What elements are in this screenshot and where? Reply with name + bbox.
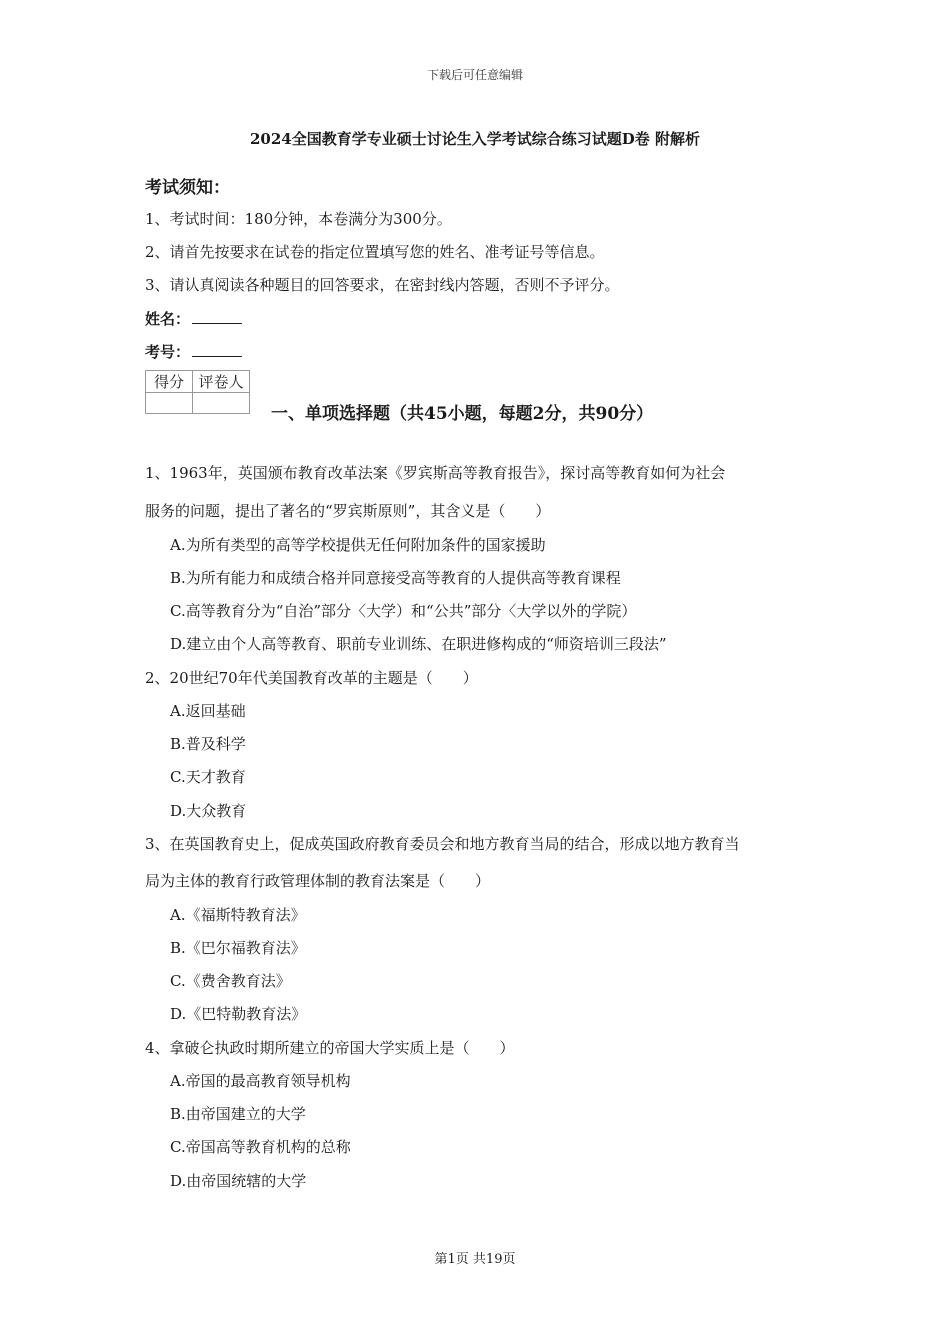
name-blank[interactable] <box>192 309 242 324</box>
document-title: 2024全国教育学专业硕士讨论生入学考试综合练习试题D卷 附解析 <box>250 130 700 148</box>
notice-item: 3、请认真阅读各种题目的回答要求，在密封线内答题，否则不予评分。 <box>145 276 620 294</box>
question-1-option-c: C.高等教育分为“自治”部分〈大学）和“公共”部分〈大学以外的学院） <box>170 602 637 620</box>
question-1-option-d: D.建立由个人高等教育、职前专业训练、在职进修构成的“师资培训三段法” <box>170 635 667 653</box>
question-3-option-b: B.《巴尔福教育法》 <box>170 939 306 957</box>
exam-id-label: 考号： <box>145 343 191 361</box>
question-4-option-d: D.由帝国统辖的大学 <box>170 1172 307 1190</box>
notice-item: 2、请首先按要求在试卷的指定位置填写您的姓名、准考证号等信息。 <box>145 243 605 261</box>
question-3-text-cont: 局为主体的教育行政管理体制的教育法案是（ ） <box>145 872 491 890</box>
grader-header: 评卷人 <box>193 371 250 393</box>
question-4-text: 4、拿破仑执政时期所建立的帝国大学实质上是（ ） <box>145 1039 515 1057</box>
header-note: 下载后可任意编辑 <box>426 68 523 82</box>
question-4-option-b: B.由帝国建立的大学 <box>170 1105 306 1123</box>
name-field <box>145 308 242 329</box>
page-footer: 第1页 共19页 <box>434 1252 516 1267</box>
exam-id-blank[interactable] <box>192 342 242 357</box>
score-header: 得分 <box>146 371 193 393</box>
question-4-option-a: A.帝国的最高教育领导机构 <box>170 1072 351 1090</box>
question-3-text: 3、在英国教育史上，促成英国政府教育委员会和地方教育当局的结合，形成以地方教育当 <box>145 835 740 853</box>
name-label: 姓名： <box>145 310 191 328</box>
question-2-option-d: D.大众教育 <box>170 802 247 820</box>
score-table <box>145 370 250 414</box>
question-2-option-a: A.返回基础 <box>170 702 246 720</box>
question-2-text: 2、20世纪70年代美国教育改革的主题是（ ） <box>145 669 478 687</box>
question-1-option-a: A.为所有类型的高等学校提供无任何附加条件的国家援助 <box>170 536 546 554</box>
notice-heading: 考试须知： <box>145 178 230 198</box>
question-3-option-c: C.《费舍教育法》 <box>170 972 291 990</box>
question-4-option-c: C.帝国高等教育机构的总称 <box>170 1138 351 1156</box>
question-1-text-cont: 服务的问题，提出了著名的“罗宾斯原则”，其含义是（ ） <box>145 502 551 520</box>
exam-id-field <box>145 341 242 362</box>
notice-item: 1、考试时间：180分钟，本卷满分为300分。 <box>145 210 452 228</box>
question-1-option-b: B.为所有能力和成绩合格并同意接受高等教育的人提供高等教育课程 <box>170 569 621 587</box>
question-2-option-c: C.天才教育 <box>170 768 246 786</box>
section-title: 一、单项选择题（共45小题，每题2分，共90分） <box>271 404 654 424</box>
score-cell[interactable] <box>146 393 193 414</box>
question-2-option-b: B.普及科学 <box>170 735 246 753</box>
question-3-option-a: A.《福斯特教育法》 <box>170 906 306 924</box>
grader-cell[interactable] <box>193 393 250 414</box>
question-1-text: 1、1963年，英国颁布教育改革法案《罗宾斯高等教育报告》，探讨高等教育如何为社会 <box>145 464 726 482</box>
question-3-option-d: D.《巴特勒教育法》 <box>170 1005 307 1023</box>
